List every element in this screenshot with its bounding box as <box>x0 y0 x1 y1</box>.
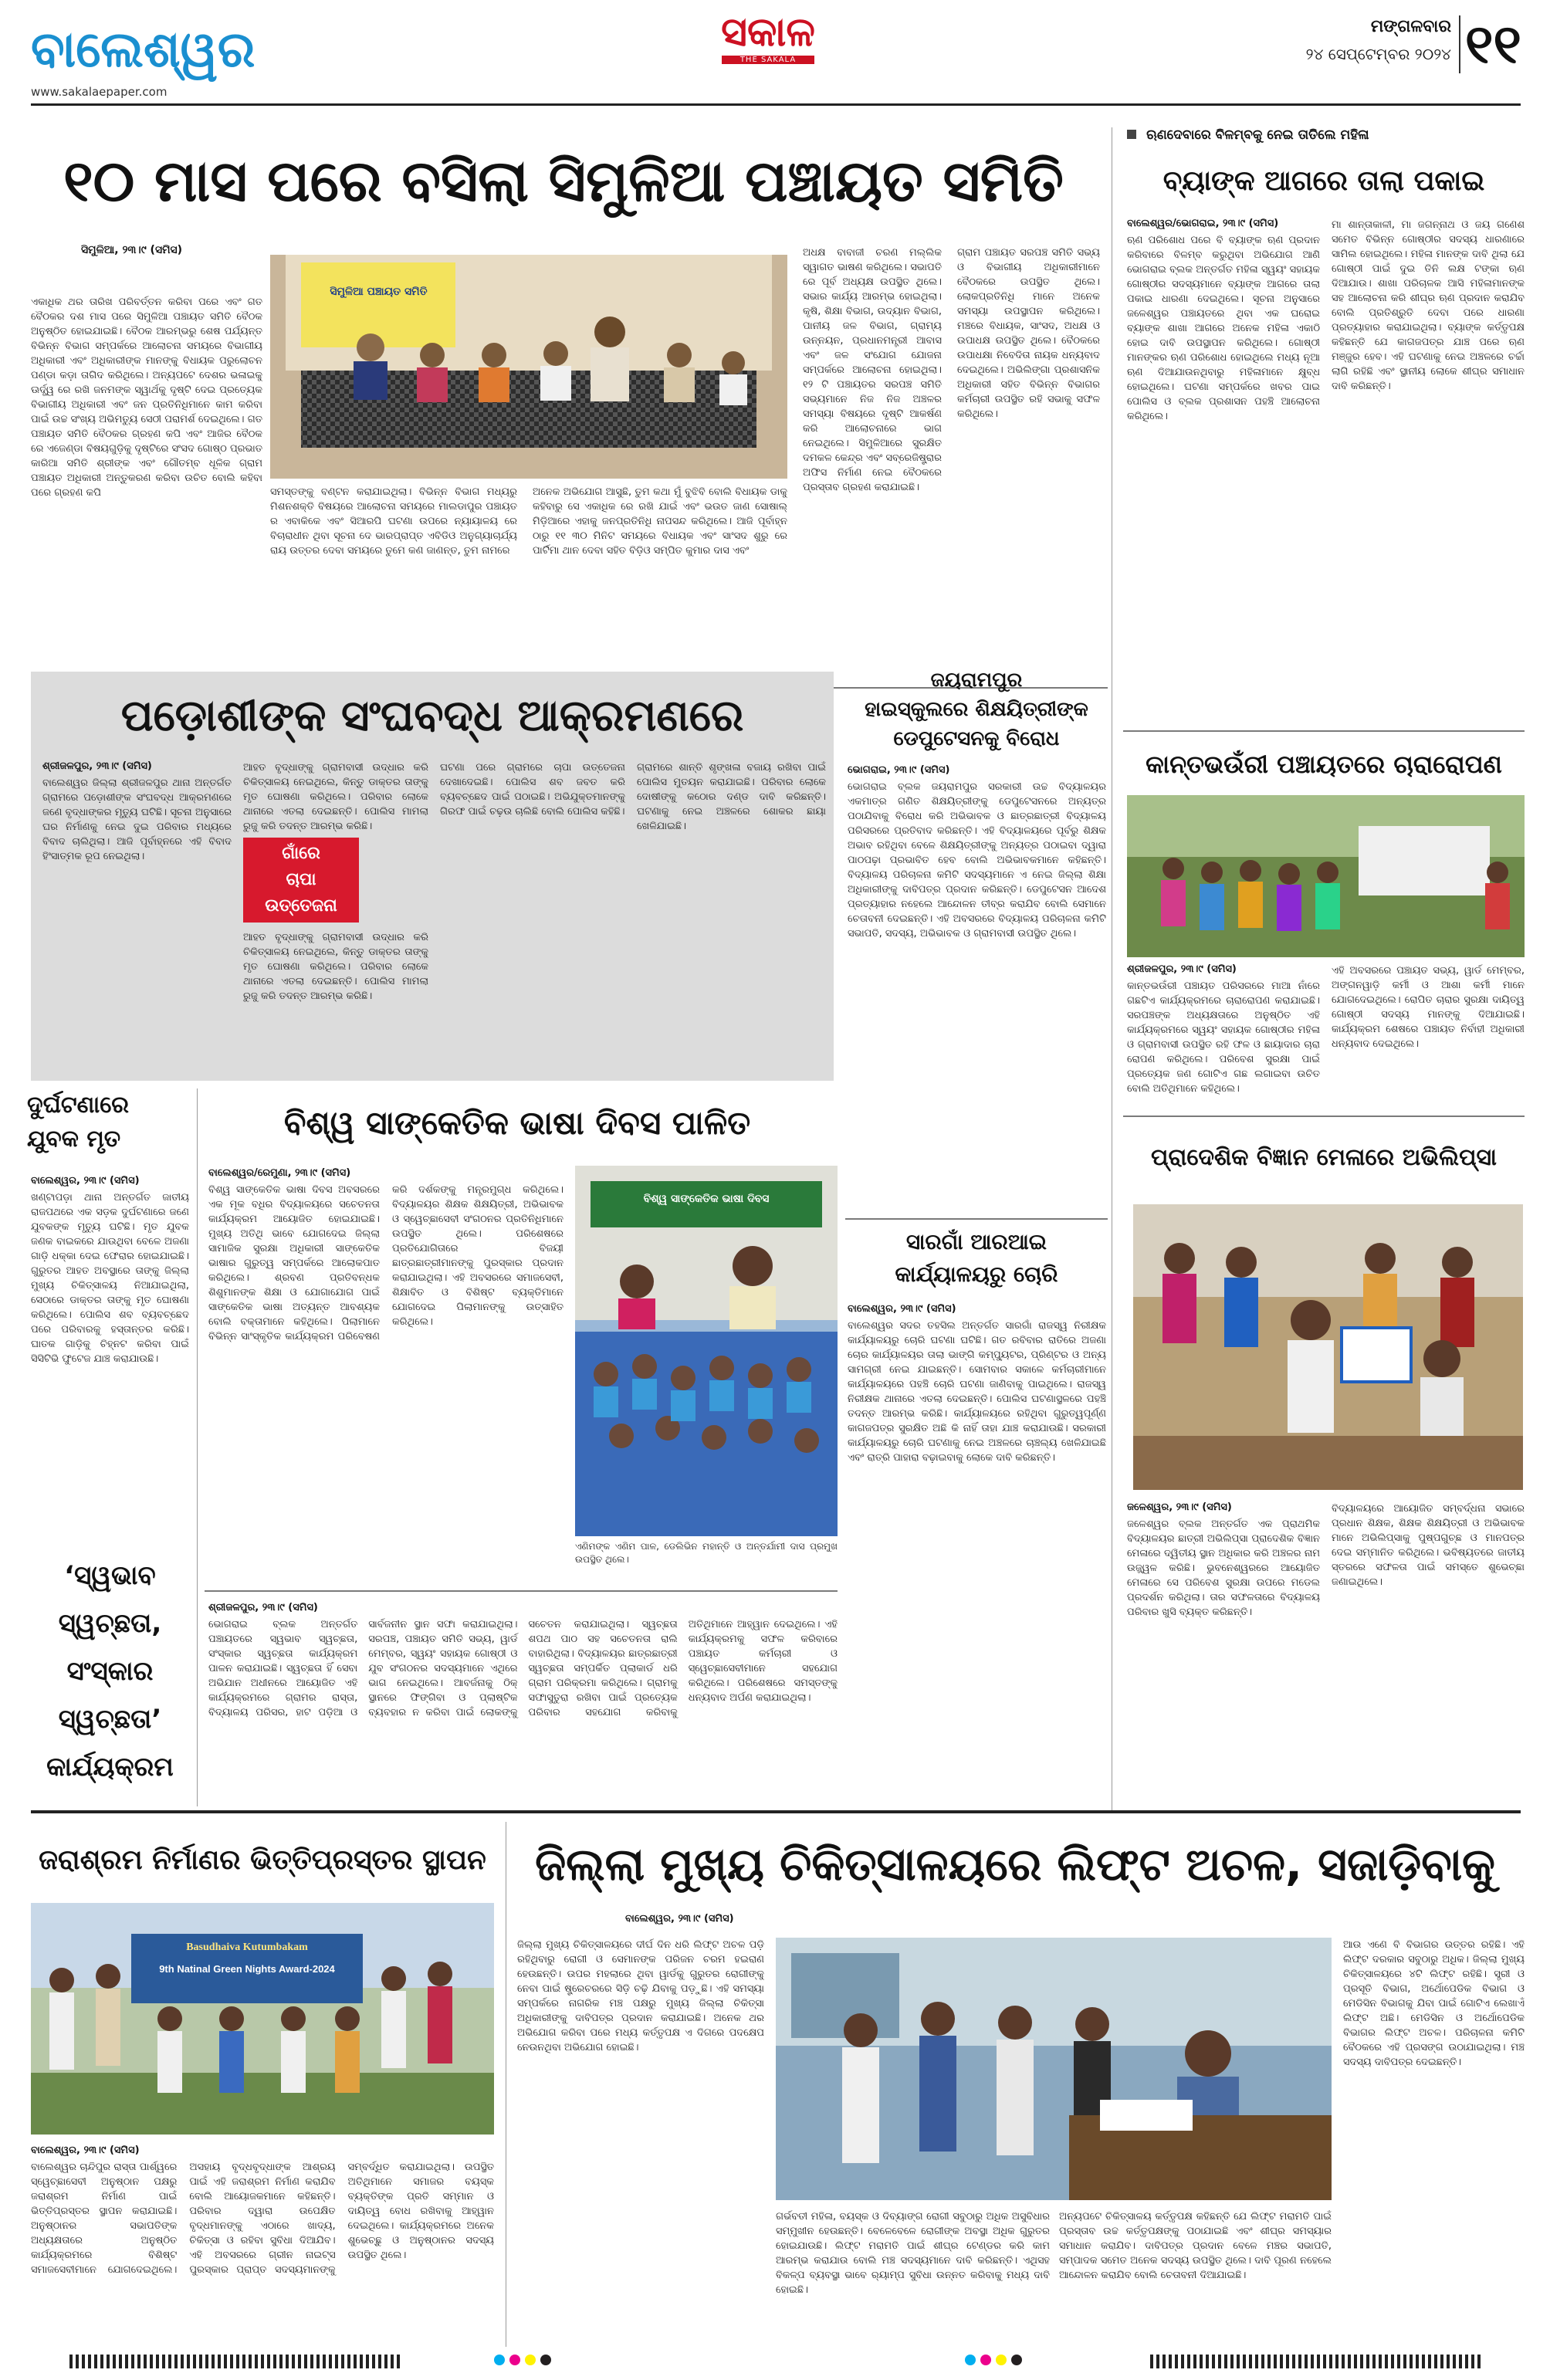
accident-headline-line-1: ଦୁର୍ଘଟଣାରେ <box>27 1092 129 1119</box>
story1-photo <box>270 255 787 479</box>
sign-photo-banner: ବିଶ୍ୱ ସାଙ୍କେତିକ ଭାଷା ଦିବସ <box>643 1193 770 1205</box>
lift-byline: ବାଲେଶ୍ୱର, ୨୩।୯ (ସମିସ) <box>625 1913 734 1925</box>
accident-headline-line-2: ଯୁବକ ମୃତ <box>27 1126 121 1153</box>
highlight-line-1: ଗାଁରେ <box>282 844 320 863</box>
elderly-column-1: ବାଲେଶ୍ୱର ଜିଲ୍ଲା ଶ୍ରୀଜଳପୁର ଥାନା ଅନ୍ତର୍ଗତ ଗ୍ରାମରେ ପଡ଼ୋଶୀଙ୍କ ସଂଘବଦ୍ଧ ଆକ୍ରମଣରେ ଜଣେ ବୃଦ୍ଧାଙ୍କର ମୃତ୍ୟୁ ଘଟିଛି। ସୂଚନା ଅନୁସାରେ ଘର ନିର୍ମାଣକୁ ନେଇ ଦୁଇ ପରିବାର ମଧ୍ୟରେ ବିବାଦ ଚାଲିଥିଲା। ଆଜି ପୂର୍ବାହ୍ନରେ ଏହି ବିବାଦ ହିଂସାତ୍ମକ ରୂପ ନେଇଥିଲା। <box>42 777 232 862</box>
elderly-column-3: ଘଟଣା ପରେ ଗ୍ରାମରେ ଚାପା ଉତ୍ତେଜନା ଦେଖାଦେଇଛି। ପୋଲିସ ଶବ ଜବତ କରି ବ୍ୟବଚ୍ଛେଦ ପାଇଁ ପଠାଇଛି। ଅଭିଯୁକ୍ତମାନଙ୍କୁ ଗିରଫ ପାଇଁ ଚଢ଼ଉ ଚାଲିଛି ବୋଲି ପୋଲିସ କହିଛି। <box>440 762 625 818</box>
clean-headline-line-2: ସ୍ୱଚ୍ଛତା, <box>58 1608 162 1639</box>
registration-bar-left <box>69 2355 401 2368</box>
black-dot <box>540 2355 551 2365</box>
plant-headline: କାନ୍ତଭଉଁରୀ ପଞ୍ଚାୟତରେ ଚାରାରୋପଣ <box>1146 750 1502 779</box>
bank-column-2: ମା ଶାନ୍ତାକାଳୀ, ମା ଜଗନ୍ନାଥ ଓ ଜୟ ଗଣେଶ ସମେତ ବିଭିନ୍ନ ଗୋଷ୍ଠୀର ସଦସ୍ୟ ଧାରଣାରେ ସାମିଲ ହୋଇଥିଲେ। ମହିଳା ମାନଙ୍କ ଦାବି ଥିଲା ଯେ ଗୋଷ୍ଠୀ ପାଇଁ ଦୁଇ ତିନି ଲକ୍ଷ ଟଙ୍କା ଋଣ ଦିଆଯାଉ। ଶାଖା ପରିଚାଳକ ଆସି ମହିଳାମାନଙ୍କ ସହ ଆଲୋଚନା କରି ଶୀଘ୍ର ଋଣ ପ୍ରଦାନ କରାଯିବ ବୋଲି ପ୍ରତିଶ୍ରୁତି ଦେବା ପରେ ଧାରଣା ପ୍ରତ୍ୟାହାର କରାଯାଇଥିଲା। ବ୍ୟାଙ୍କ କର୍ତ୍ତୃପକ୍ଷ କହିଛନ୍ତି ଯେ କାଗଜପତ୍ର ଯାଞ୍ଚ ପରେ ଋଣ ମଞ୍ଜୁର ହେବ। ଏହି ଘଟଣାକୁ ନେଇ ଅଞ୍ଚଳରେ ଚର୍ଚ୍ଚା ଲାଗି ରହିଛି ଏବଂ ସ୍ଥାନୀୟ ଲୋକେ ଶୀଘ୍ର ସମାଧାନ ଦାବି କରିଛନ୍ତି। <box>1332 219 1525 392</box>
story1-headline: ୧୦ ମାସ ପରେ ବସିଲା ସିମୁଳିଆ ପଞ୍ଚାୟତ ସମିତି <box>63 148 1064 215</box>
story1-column-2: ସମସ୍ତଙ୍କୁ ବଣ୍ଟନ କରାଯାଇଥିଲା। ବିଭିନ୍ନ ବିଭାଗ ମଧ୍ୟରୁ ମିଶନଶକ୍ତି ବିଷୟରେ ଆଲୋଚନା ସମୟରେ ମାଲଡାପୁର ପଞ୍ଚାୟତ ର ଏବାକିକେ ଏବଂ ସିଆରପି ଘଟଣା ଉପରେ ନ୍ୟାୟାଳୟ ରେ ବିଚାରାଧୀନ ଥିବା ସୂଚନା ଦେ ଭାରପ୍ରାପ୍ତ ଏବିଡିଓ ଅନୁଗ୍ୟାଚାର୍ଯ୍ୟ ରାୟ ଉତ୍ତର ଦେବା ସମୟରେ ତୁମେ କଣ ଜାଣନ୍ତ, ତୁମ ନାମରେ <box>270 486 517 557</box>
lift-column-3: ଅନ୍ୟପଟେ ଚିକିତ୍ସାଳୟ କର୍ତ୍ତୃପକ୍ଷ କହିଛନ୍ତି ଯେ ଲିଫ୍ଟ ମରାମତି ପାଇଁ ପ୍ରସ୍ତାବ ଉଚ୍ଚ କର୍ତ୍ତୃପକ୍ଷଙ୍କୁ ପଠାଯାଇଛି ଏବଂ ଶୀଘ୍ର ସମସ୍ୟାର ସମାଧାନ କରାଯିବ। ଦାବିପତ୍ର ପ୍ରଦାନ ବେଳେ ମଞ୍ଚର ସଭାପତି, ସମ୍ପାଦକ ସମେତ ଅନେକ ସଦସ୍ୟ ଉପସ୍ଥିତ ଥିଲେ। ଦାବି ପୂରଣ ନହେଲେ ଆନ୍ଦୋଳନ କରାଯିବ ବୋଲି ଚେତାବନୀ ଦିଆଯାଇଛି। <box>1059 2211 1332 2281</box>
accident-byline: ବାଲେଶ୍ୱର, ୨୩।୯ (ସମିସ) <box>31 1175 140 1187</box>
clean-headline-line-1: ‘ସ୍ୱଭାବ <box>64 1560 156 1591</box>
section-rule <box>1123 730 1525 732</box>
oldage-photo <box>31 1903 494 2135</box>
plant-photo <box>1127 795 1525 957</box>
science-photo <box>1133 1204 1523 1490</box>
theft-byline: ବାଲେଶ୍ୱର, ୨୩।୯ (ସମିସ) <box>848 1303 956 1315</box>
lift-headline: ଜିଲ୍ଲା ମୁଖ୍ୟ ଚିକିତ୍ସାଳୟରେ ଲିଫ୍ଟ ଅଚଳ, ସଜାଡ଼ିବାକୁ <box>535 1838 1495 1891</box>
black-dot <box>1011 2355 1022 2365</box>
magenta-dot <box>980 2355 991 2365</box>
science-byline: ଜଳେଶ୍ୱର, ୨୩।୯ (ସମିସ) <box>1127 1501 1232 1513</box>
clean-headline-line-3: ସଂସ୍କାର <box>66 1656 154 1687</box>
section-rule <box>205 1590 838 1592</box>
bank-kicker <box>1127 127 1528 151</box>
highlight-line-2: ଚାପା <box>286 870 316 889</box>
science-headline: ପ୍ରାଦେଶିକ ବିଜ୍ଞାନ ମେଳାରେ ଅଭିଲିପ୍ସା <box>1151 1144 1497 1171</box>
elderly-column-4: ଗ୍ରାମରେ ଶାନ୍ତି ଶୃଙ୍ଖଳା ବଜାୟ ରଖିବା ପାଇଁ ପୋଲିସ ମୁତୟନ କରାଯାଇଛି। ପରିବାର ଲୋକେ ଦୋଷୀଙ୍କୁ କଠୋର ଦଣ୍ଡ ଦାବି କରିଛନ୍ତି। ଘଟଣାକୁ ନେଇ ଅଞ୍ଚଳରେ ଶୋକର ଛାୟା ଖେଳିଯାଇଛି। <box>637 762 826 832</box>
section-rule <box>845 1218 1108 1220</box>
issue-date: ୨୪ ସେପ୍ଟେମ୍ବର ୨୦୨୪ <box>1305 45 1451 63</box>
theft-headline-line-1: ସାରଗାଁ ଆରଆଇ <box>905 1229 1047 1254</box>
oldage-banner-line-2: 9th Natinal Green Nights Award-2024 <box>159 1963 335 1975</box>
kicker-square-icon <box>1127 130 1136 139</box>
bank-headline: ବ୍ୟାଙ୍କ ଆଗରେ ତାଲା ପକାଇ <box>1162 165 1485 197</box>
page-divider <box>1459 15 1460 73</box>
oldage-byline: ବାଲେଶ୍ୱର, ୨୩।୯ (ସମିସ) <box>31 2145 140 2156</box>
clean-headline <box>27 1552 193 1799</box>
plant-byline: ଶ୍ରୀଜଳପୁର, ୨୩।୯ (ସମିସ) <box>1127 963 1237 975</box>
story1-column-3: ଅନେକ ଅଭିଯୋଗ ଆସୁଛି, ତୁମ କଥା ମୁଁ ବୁଝିବି ବୋଲି ବିଧାୟକ ଡାକୁ କହିବାରୁ ସେ ଏକାଧିକ ରେ ରଖି ଯାଇଁ ଏବଂ ଭଉତ ଜାଣ ସୋଷାଲ୍‌ ମିଡ଼ିଆରେ ଏହାକୁ ଜନପ୍ରତିନିଧି ନାପସନ୍ଦ କରିଥିଲେ। ଆଜି ପୂର୍ବାହ୍ନ ଠାରୁ ୧୧ ୩୦ ମିନିଟ ସମୟରେ ବିଧାୟକ ଏବଂ ସାଂସଦ ଶୁରୁ ରେ ପାର୍ଟିମା ଥାନ ଦେବା ସହିତ ବିଡ଼ିଓ ସମ୍ପିତ କୁମାର ଦାସ ଏବଂ <box>533 486 787 557</box>
story1-column-1: ଏକାଧିକ ଥର ତାରିଖ ପରିବର୍ତ୍ତନ କରିବା ପରେ ଏବଂ ଗତ ବୈଠକର ଦଶ ମାସ ପରେ ସିମୁଳିଆ ପଞ୍ଚାୟତ ସମିତି ବୈଠକ ଅନୁଷ୍ଠିତ ହୋଇଯାଇଛି। ବୈଠକ ଆରମ୍ଭରୁ ଶେଷ ପର୍ଯ୍ୟନ୍ତ ବିଭିନ୍ନ ବିଭାଗ ସମ୍ପର୍କରେ ଆଲୋଚନା ସମୟରେ ବିଭାଗୀୟ ଅଧିକାରୀ ଏବଂ ଅଧିକାରୀଙ୍କ ମାନଙ୍କୁ ବିଧାୟକ ପରୁଲୋଚନ ପଣ୍ଡା କଡ଼ା ତାଗିଦ କରିଥିଲେ। ଅନ୍ୟପଟେ ଦେଶର ଭଳାଇକୁ ଊର୍ଦ୍ଧ୍ୱ ରେ ରଖି ଜନମଙ୍କ ସ୍ୱାର୍ଥକୁ ଦୃଷ୍ଟି ଦେଇ ପ୍ରତ୍ୟେକ ବିଭାଗୀୟ ଅଧିକାରୀ ଏବଂ ଜନ ପ୍ରତିନିଧିମାନେ କାମ କରିବା ପାଇଁ ଉଚ୍ଚ ସଂଖ୍ୟ ଅଭିମତ୍ୟୁ ସେଠୀ ପରାମର୍ଶ ଦେଇଥିଲେ। ଗତ ପଞ୍ଚାୟତ ସମିତି ବୈଠକର ଗ୍ରହଣ କପି ଏବଂ ଆଜିର ବୈଠକ ରେ ଏଜେଣ୍ଡା ବିଷୟଗୁଡ଼ିକୁ ଦୃଷ୍ଟିରେ ସଂସଦ ଗୋଷ୍ଠ ପ୍ରଭାତ କାରିଆ ସମିତି ଶ୍ରୀଙ୍କ ଏବଂ ଗୌତମ୍ବ ଧୂଳିକ ଗ୍ରାମ ପଞ୍ଚାୟତ ଅଧିକାରୀ ଅନ୍ତୁକରଣ କରିବା ଉଚିତ ବୋଲି କହିବା ପରେ ଗ୍ରହଣ କପି <box>31 296 262 499</box>
section-title: ବାଲେଶ୍ୱର <box>31 22 256 79</box>
paper-tagline: THE SAKALA <box>722 56 814 64</box>
grey-scale-strip <box>1150 2355 1482 2368</box>
weekday: ମଙ୍ଗଳବାର <box>1370 17 1451 36</box>
plant-column-1: କାନ୍ତଭଉଁରୀ ପଞ୍ଚାୟତ ପରିସରରେ ମାଆ ନାଁରେ ଗଛଟିଏ କାର୍ଯ୍ୟକ୍ରମରେ ଚାରାରୋପଣ କରାଯାଇଛି। ସରପଞ୍ଚଙ୍କ ଅଧ୍ୟକ୍ଷତାରେ ଅନୁଷ୍ଠିତ ଏହି କାର୍ଯ୍ୟକ୍ରମରେ ସ୍ୱୟଂ ସହାୟକ ଗୋଷ୍ଠୀର ମହିଳା ଓ ଗ୍ରାମବାସୀ ଉପସ୍ଥିତ ରହି ଫଳ ଓ ଛାୟାଦାର ଚାରା ରୋପଣ କରିଥିଲେ। ପରିବେଶ ସୁରକ୍ଷା ପାଇଁ ପ୍ରତ୍ୟେକ ଜଣ ଗୋଟିଏ ଗଛ ଲଗାଇବା ଉଚିତ ବୋଲି ଅତିଥିମାନେ କହିଥିଲେ। <box>1127 980 1320 1095</box>
sign-language-photo-image <box>575 1166 838 1536</box>
registration-bar-right <box>1150 2355 1482 2368</box>
masthead-rule <box>31 103 1521 106</box>
science-column-1: ଜଳେଶ୍ୱର ବ୍ଲକ ଅନ୍ତର୍ଗତ ଏକ ପ୍ରାଥମିକ ବିଦ୍ୟାଳୟର ଛାତ୍ରୀ ଅଭିଲିପ୍ସା ପ୍ରାଦେଶିକ ବିଜ୍ଞାନ ମେଳାରେ ଦ୍ୱିତୀୟ ସ୍ଥାନ ଅଧିକାର କରି ଅଞ୍ଚଳର ନାମ ଉଜ୍ଜ୍ୱଳ କରିଛି। ଭୁବନେଶ୍ୱରରେ ଆୟୋଜିତ ମେଳାରେ ସେ ପରିବେଶ ସୁରକ୍ଷା ଉପରେ ମଡେଲ ପ୍ରଦର୍ଶନ କରିଥିଲା। ତାର ସଫଳତାରେ ବିଦ୍ୟାଳୟ ପରିବାର ଖୁସି ବ୍ୟକ୍ତ କରିଛନ୍ତି। <box>1127 1518 1320 1618</box>
school-body: ଭୋଗରାଇ ବ୍ଲକ ଜୟରାମପୁର ସରକାରୀ ଉଚ୍ଚ ବିଦ୍ୟାଳୟର ଏକମାତ୍ର ଗଣିତ ଶିକ୍ଷୟିତ୍ରୀଙ୍କୁ ଡେପୁଟେସନରେ ଅନ୍ୟତ୍ର ପଠାଯିବାକୁ ବିରୋଧ କରି ଅଭିଭାବକ ଓ ଛାତ୍ରଛାତ୍ରୀ ବିଦ୍ୟାଳୟ ପରିସରରେ ପ୍ରତିବାଦ କରିଛନ୍ତି। ଏହି ବିଦ୍ୟାଳୟରେ ପୂର୍ବରୁ ଶିକ୍ଷକ ଅଭାବ ରହିଥିବା ବେଳେ ଶିକ୍ଷୟିତ୍ରୀଙ୍କୁ ଅନ୍ୟତ୍ର ପଠାଇବା ଦ୍ୱାରା ପାଠପଢ଼ା ପ୍ରଭାବିତ ହେବ ବୋଲି ଅଭିଭାବକମାନେ କହିଛନ୍ତି। ବିଦ୍ୟାଳୟ ପରିଚାଳନା କମିଟି ସଦସ୍ୟମାନେ ଏ ନେଇ ଜିଲ୍ଲା ଶିକ୍ଷା ଅଧିକାରୀଙ୍କୁ ଦାବିପତ୍ର ପ୍ରଦାନ କରିଛନ୍ତି। ଡେପୁଟେସନ ଆଦେଶ ପ୍ରତ୍ୟାହାର ନହେଲେ ଆନ୍ଦୋଳନ ତୀବ୍ର କରାଯିବ ବୋଲି ସେମାନେ ଚେତାବନୀ ଦେଇଛନ୍ତି। ଏହି ଅବସରରେ ବିଦ୍ୟାଳୟ ପରିଚାଳନା କମିଟି ସଭାପତି, ସଦସ୍ୟ, ଅଭିଭାବକ ଓ ଗ୍ରାମବାସୀ ଉପସ୍ଥିତ ଥିଲେ। <box>848 781 1106 939</box>
clean-headline-line-4: ସ୍ୱଚ୍ଛତା’ <box>58 1704 162 1735</box>
accident-body: ଖଣ୍ଟାପଡ଼ା ଥାନା ଅନ୍ତର୍ଗତ ଜାତୀୟ ରାଜପଥରେ ଏକ ସଡ଼କ ଦୁର୍ଘଟଣାରେ ଜଣେ ଯୁବକଙ୍କ ମୃତ୍ୟୁ ଘଟିଛି। ମୃତ ଯୁବକ ଜଣକ ବାଇକରେ ଯାଉଥିବା ବେଳେ ଅଜଣା ଗାଡ଼ି ଧକ୍କା ଦେଇ ଫେରାର ହୋଇଯାଇଛି। ଗୁରୁତର ଆହତ ଅବସ୍ଥାରେ ତାଙ୍କୁ ଜିଲ୍ଲା ମୁଖ୍ୟ ଚିକିତ୍ସାଳୟ ନିଆଯାଇଥିଲା, ସେଠାରେ ଡାକ୍ତର ତାଙ୍କୁ ମୃତ ଘୋଷଣା କରିଥିଲେ। ପୋଲିସ ଶବ ବ୍ୟବଚ୍ଛେଦ ପରେ ପରିବାରକୁ ହସ୍ତାନ୍ତର କରିଛି। ଘାତକ ଗାଡ଼ିକୁ ଚିହ୍ନଟ କରିବା ପାଇଁ ସିସିଟିଭି ଫୁଟେଜ ଯାଞ୍ଚ କରାଯାଉଛି। <box>31 1192 189 1365</box>
lift-column-4: ଆଉ ଏଣେ ବି ବିଭାଗର ଉତ୍ତର ରହିଛି। ଏହି ଲିଫ୍ଟ ଦରକାର ସବୁଠାରୁ ଅଧିକ। ଜିଲ୍ଲା ମୁଖ୍ୟ ଚିକିତ୍ସାଳୟରେ ୪ଟି ଲିଫ୍ଟ ରହିଛି। ସ୍ତ୍ରୀ ଓ ପ୍ରସୂତି ବିଭାଗ, ଅର୍ଥୋପେଡିକ ବିଭାଗ ଓ ମେଡିସିନ ବିଭାଗକୁ ଯିବା ପାଇଁ ଗୋଟିଏ ଲେଖାଏଁ ଲିଫ୍ଟ ଅଛି। ମେଡିସିନ ଓ ଅର୍ଥୋପେଡିକ ବିଭାଗର ଲିଫ୍ଟ ଅଚଳ। ପରିଚାଳନା କମିଟି ବୈଠକରେ ଏହି ପ୍ରସଙ୍ଗ ଉଠାଯାଇଥିଲା। ମଞ୍ଚ ସଦସ୍ୟ ଦାବିପତ୍ର ଦେଇଛନ୍ତି। <box>1343 1939 1525 2068</box>
magenta-dot <box>509 2355 520 2365</box>
column-divider <box>197 1088 198 1806</box>
story1-column-5: ଗ୍ରାମ ପଞ୍ଚାୟତ ସରପଞ୍ଚ ସମିତି ସଭ୍ୟ ଓ ବିଭାଗୀୟ ଅଧିକାରୀମାନେ ବୈଠକରେ ଉପସ୍ଥିତ ଥିଲେ। ଲୋକପ୍ରତିନିଧି ମାନେ ଅନେକ ସମସ୍ୟା ଉପସ୍ଥାପନ କରିଥିଲେ। ମଞ୍ଚରେ ବିଧାୟକ, ସାଂସଦ, ଅଧକ୍ଷ ଓ ଉପାଧକ୍ଷ ଉପସ୍ଥିତ ଥିଲେ। ବୈଠକରେ ଉପାଧକ୍ଷା ନିବେଦିତା ନାୟକ ଧନ୍ୟବାଦ ଦେଇଥିଲେ। ଅଭିଲିଙ୍ଗା ପ୍ରଶାସନିକ ଅଧିକାରୀ ସହିତ ବିଭିନ୍ନ ବିଭାଗର କର୍ମଚାରୀ ଉପସ୍ଥିତ ରହି ସଭାକୁ ସଫଳ କରିଥିଲେ। <box>957 247 1100 420</box>
website-link[interactable]: www.sakalaepaper.com <box>31 85 168 99</box>
oldage-headline: ଜରାଶ୍ରମ ନିର୍ମାଣର ଭିତ୍ତିପ୍ରସ୍ତର ସ୍ଥାପନ <box>39 1844 486 1876</box>
science-fair-photo-image <box>1133 1204 1523 1490</box>
bank-column-1: ଋଣ ପରିଶୋଧ ପରେ ବି ବ୍ୟାଙ୍କ ଋଣ ପ୍ରଦାନ କରିବାରେ ବିଳମ୍ବ କରୁଥିବା ଅଭିଯୋଗ ଆଣି ଭୋଗରାଇ ବ୍ଲକ ଅନ୍ତର୍ଗତ ମହିଳା ସ୍ୱୟଂ ସହାୟକ ଗୋଷ୍ଠୀର ସଦସ୍ୟମାନେ ବ୍ୟାଙ୍କ ଆଗରେ ତାଲା ପକାଇ ଧାରଣା ଦେଇଥିଲେ। ସୂଚନା ଅନୁସାରେ ଜଳେଶ୍ୱର ପଞ୍ଚାୟତରେ ଥିବା ଏକ ଘରୋଇ ବ୍ୟାଙ୍କ ଶାଖା ଆଗରେ ଅନେକ ମହିଳା ଏକାଠି ହୋଇ ଦାବି ଉପସ୍ଥାପନ କରିଥିଲେ। ଗୋଷ୍ଠୀ ମାନଙ୍କର ଋଣ ପରିଶୋଧ ହୋଇଥିଲେ ମଧ୍ୟ ନୂଆ ଋଣ ଦିଆଯାଉନଥିବାରୁ ମହିଳାମାନେ କ୍ଷୁବ୍ଧ ହୋଇଥିଲେ। ଘଟଣା ସମ୍ପର୍କରେ ଖବର ପାଇ ପୋଲିସ ଓ ବ୍ଲକ ପ୍ରଶାସନ ପହଞ୍ଚି ଆଲୋଚନା କରିଥିଲେ। <box>1127 235 1320 422</box>
clean-byline: ଶ୍ରୀଜଳପୁର, ୨୩।୯ (ସମିସ) <box>208 1602 318 1613</box>
elderly-byline: ଶ୍ରୀଜଳପୁର, ୨୩।୯ (ସମିସ) <box>42 760 152 772</box>
bank-kicker-text: ଋଣଦେବାରେ ବିଳମ୍ବକୁ ନେଇ ତାତିଲେ ମହିଳା <box>1146 127 1369 143</box>
theft-body: ବାଲେଶ୍ୱର ସଦର ତହସିଲ ଅନ୍ତର୍ଗତ ସାରଗାଁ ରାଜସ୍ୱ ନିରୀକ୍ଷକ କାର୍ଯ୍ୟାଳୟରୁ ଚୋରି ଘଟଣା ଘଟିଛି। ଗତ ରବିବାର ରାତିରେ ଅଜଣା ଚୋର କାର୍ଯ୍ୟାଳୟର ତାଲା ଭାଙ୍ଗି କମ୍ପ୍ୟୁଟର, ପ୍ରିଣ୍ଟର ଓ ଅନ୍ୟ ସାମଗ୍ରୀ ନେଇ ଯାଇଛନ୍ତି। ସୋମବାର ସକାଳେ କର୍ମଚାରୀମାନେ କାର୍ଯ୍ୟାଳୟରେ ପହଞ୍ଚି ଚୋରି ଘଟଣା ଜାଣିବାକୁ ପାଇଥିଲେ। ରାଜସ୍ୱ ନିରୀକ୍ଷକ ଥାନାରେ ଏତଲା ଦେଇଛନ୍ତି। ପୋଲିସ ଘଟଣାସ୍ଥଳରେ ପହଞ୍ଚି ତଦନ୍ତ ଆରମ୍ଭ କରିଛି। କାର୍ଯ୍ୟାଳୟରେ ରହିଥିବା ଗୁରୁତ୍ୱପୂର୍ଣ୍ଣ କାଗଜପତ୍ର ସୁରକ୍ଷିତ ଅଛି କି ନାହିଁ ତାହା ଯାଞ୍ଚ କରାଯାଉଛି। ସରକାରୀ କାର୍ଯ୍ୟାଳୟରୁ ଚୋରି ଘଟଣାକୁ ନେଇ ଅଞ୍ଚଳରେ ଚାଞ୍ଚଲ୍ୟ ଖେଳିଯାଇଛି ଏବଂ ରାତ୍ରି ପାହାରା ବଢ଼ାଇବାକୁ ଲୋକେ ଦାବି କରିଛନ୍ତି। <box>848 1320 1106 1464</box>
school-headline-line-2: ହାଇସ୍କୁଲରେ ଶିକ୍ଷୟିତ୍ରୀଙ୍କ <box>865 698 1088 721</box>
page-number: ୧୧ <box>1465 12 1521 76</box>
sign-headline: ବିଶ୍ୱ ସାଙ୍କେତିକ ଭାଷା ଦିବସ ପାଳିତ <box>283 1104 751 1142</box>
highlight-line-3: ଉତ୍ତେଜନା <box>265 896 337 916</box>
theft-headline <box>845 1226 1108 1295</box>
oldage-banner-line-1: Basudhaiva Kutumbakam <box>186 1942 308 1953</box>
yellow-dot <box>525 2355 536 2365</box>
school-headline-line-1: ଜୟରାମପୁର <box>930 669 1023 692</box>
bottom-section-rule <box>31 1810 1521 1813</box>
bank-byline: ବାଲେଶ୍ୱର/ଭୋଗରାଇ, ୨୩।୯ (ସମିସ) <box>1127 218 1279 229</box>
lift-column-1: ଜିଲ୍ଲା ମୁଖ୍ୟ ଚିକିତ୍ସାଳୟରେ ଦୀର୍ଘ ଦିନ ଧରି ଲିଫ୍ଟ ଅଚଳ ପଡ଼ି ରହିଥିବାରୁ ରୋଗୀ ଓ ସେମାନଙ୍କ ପରିଜନ ଚରମ ହଇରାଣ ହେଉଛନ୍ତି। ଉପର ମହଲାରେ ଥିବା ୱାର୍ଡକୁ ଗୁରୁତର ରୋଗୀଙ୍କୁ ନେବା ପାଇଁ ଷ୍ଟ୍ରେଚରରେ ସିଡ଼ି ଚଢ଼ି ଯିବାକୁ ପଡ଼ୁଛି। ଏହି ସମସ୍ୟା ସମ୍ପର୍କରେ ନାଗରିକ ମଞ୍ଚ ପକ୍ଷରୁ ମୁଖ୍ୟ ଜିଲ୍ଲା ଚିକିତ୍ସା ଅଧିକାରୀଙ୍କୁ ଦାବିପତ୍ର ପ୍ରଦାନ କରାଯାଇଛି। ଅନେକ ଥର ଅଭିଯୋଗ କରିବା ପରେ ମଧ୍ୟ କର୍ତ୍ତୃପକ୍ଷ ଏ ଦିଗରେ ପଦକ୍ଷେପ ନେଉନଥିବା ଅଭିଯୋଗ ହୋଇଛି। <box>517 1939 764 2053</box>
plant-column-2: ଏହି ଅବସରରେ ପଞ୍ଚାୟତ ସଭ୍ୟ, ୱାର୍ଡ ମେମ୍ବର, ଅଙ୍ଗନୱାଡ଼ି କର୍ମୀ ଓ ଆଶା କର୍ମୀ ମାନେ ଯୋଗଦେଇଥିଲେ। ରୋପିତ ଚାରାର ସୁରକ୍ଷା ଦାୟିତ୍ୱ ଗୋଷ୍ଠୀ ସଦସ୍ୟ ମାନଙ୍କୁ ଦିଆଯାଇଛି। କାର୍ଯ୍ୟକ୍ରମ ଶେଷରେ ପଞ୍ଚାୟତ ନିର୍ବାହୀ ଅଧିକାରୀ ଧନ୍ୟବାଦ ଦେଇଥିଲେ। <box>1332 965 1525 1050</box>
sign-photo-caption: ଏଣିମଙ୍କ ଏଣିମ ପାଳ, ଡେଲିଭିନ ମହାନ୍ତି ଓ ଅନ୍ତର୍ଯାମୀ ଦାସ ପ୍ରମୁଖ ଉପସ୍ଥିତ ଥିଲେ। <box>575 1541 838 1565</box>
science-column-2: ବିଦ୍ୟାଳୟରେ ଆୟୋଜିତ ସମ୍ବର୍ଦ୍ଧନା ସଭାରେ ପ୍ରଧାନ ଶିକ୍ଷକ, ଶିକ୍ଷକ ଶିକ୍ଷୟିତ୍ରୀ ଓ ଅଭିଭାବକ ମାନେ ଅଭିଲିପ୍ସାକୁ ପୁଷ୍ପଗୁଚ୍ଛ ଓ ମାନପତ୍ର ଦେଇ ସମ୍ମାନିତ କରିଥିଲେ। ଭବିଷ୍ୟତରେ ଜାତୀୟ ସ୍ତରରେ ସଫଳତା ପାଇଁ ସମସ୍ତେ ଶୁଭେଚ୍ଛା ଜଣାଇଥିଲେ। <box>1332 1503 1525 1588</box>
section-rule <box>1123 1116 1525 1117</box>
theft-headline-line-2: କାର୍ଯ୍ୟାଳୟରୁ ଚୋରି <box>895 1261 1058 1287</box>
story1-byline: ସିମୁଳିଆ, ୨୩।୯ (ସମିସ) <box>81 244 183 256</box>
story1-column-4: ଅଧକ୍ଷ ବାବାଜୀ ଚରଣ ମଲ୍ଲିକ ସ୍ୱାଗତ ଭାଷଣ କରିଥିଲେ। ସଭାପତି ରେ ପୂର୍ବ ଅଧ୍ୟକ୍ଷ ଉପସ୍ଥିତ ଥିଲେ। ସଭାର କାର୍ଯ୍ୟ ଆରମ୍ଭ ହୋଇଥିଲା। କୃଷି, ଶିକ୍ଷା ବିଭାଗ, ଉଦ୍ୟାନ ବିଭାଗ, ପାନୀୟ ଜଳ ବିଭାଗ, ଗ୍ରାମ୍ୟ ଉନ୍ନୟନ, ପ୍ରଧାନମନ୍ତ୍ରୀ ଆବାସ ଏବଂ ଜଳ ସଂଯୋଗ ଯୋଜନା ସମ୍ପର୍କରେ ଆଲୋଚନା ହୋଇଥିଲା। ୧୨ ଟି ପଞ୍ଚାୟତର ସରପଞ୍ଚ ସମିତି ସଭ୍ୟମାନେ ନିଜ ନିଜ ଅଞ୍ଚଳର ସମସ୍ୟା ବିଷୟରେ ଦୃଷ୍ଟି ଆକର୍ଷଣ କରି ଆଲୋଚନାରେ ଭାଗ ନେଇଥିଲେ। ସିମୁଳିଆରେ ସୁରକ୍ଷିତ ଦମକଳ କେନ୍ଦ୍ର ଏବଂ ସବ୍‌ରେଜିଷ୍ଟ୍ରାର ଅଫିସ ନିର୍ମାଣ ନେଇ ବୈଠକରେ ପ୍ରସ୍ତାବ ଗ୍ରହଣ କରାଯାଇଛି। <box>803 247 942 493</box>
registration-colors-left <box>494 2355 587 2368</box>
story1-photo-banner: ସିମୁଳିଆ ପଞ୍ଚାୟତ ସମିତି <box>330 286 428 298</box>
masthead <box>0 0 1550 108</box>
grey-scale-strip <box>69 2355 401 2368</box>
plantation-photo-image <box>1127 795 1525 957</box>
school-headline-line-3: ଡେପୁଟେସନକୁ ବିରୋଧ <box>893 727 1060 750</box>
cyan-dot <box>965 2355 976 2365</box>
sign-byline: ବାଲେଶ୍ୱର/ରେମୁଣା, ୨୩।୯ (ସମିସ) <box>208 1167 351 1179</box>
elderly-column-2b: ଆହତ ବୃଦ୍ଧାଙ୍କୁ ଗ୍ରାମବାସୀ ଉଦ୍ଧାର କରି ଚିକିତ୍ସାଳୟ ନେଇଥିଲେ, କିନ୍ତୁ ଡାକ୍ତର ତାଙ୍କୁ ମୃତ ଘୋଷଣା କରିଥିଲେ। ପରିବାର ଲୋକେ ଥାନାରେ ଏତଲା ଦେଇଛନ୍ତି। ପୋଲିସ ମାମଲା ରୁଜୁ କରି ତଦନ୍ତ ଆରମ୍ଭ କରିଛି। <box>243 932 428 1002</box>
school-headline <box>845 665 1108 758</box>
paper-logo <box>687 9 849 71</box>
sign-photo <box>575 1166 838 1536</box>
lift-photo <box>776 1938 1332 2200</box>
elderly-highlight-box <box>243 838 359 923</box>
school-byline: ଭୋଗରାଇ, ୨୩।୯ (ସମିସ) <box>848 764 950 776</box>
sign-body: ବିଶ୍ୱ ସାଙ୍କେତିକ ଭାଷା ଦିବସ ଅବସରରେ ଏକ ମୂକ ବଧିର ବିଦ୍ୟାଳୟରେ ସଚେତନତା କାର୍ଯ୍ୟକ୍ରମ ଆୟୋଜିତ ହୋଇଯାଇଛି। ମୁଖ୍ୟ ଅତିଥି ଭାବେ ଯୋଗଦେଇ ଜିଲ୍ଲା ସାମାଜିକ ସୁରକ୍ଷା ଅଧିକାରୀ ସାଙ୍କେତିକ ଭାଷାର ଗୁରୁତ୍ୱ ସମ୍ପର୍କରେ ଆଲୋକପାତ କରିଥିଲେ। ଶ୍ରବଣ ପ୍ରତିବନ୍ଧକ ଶିଶୁମାନଙ୍କ ଶିକ୍ଷା ଓ ଯୋଗାଯୋଗ ପାଇଁ ସାଙ୍କେତିକ ଭାଷା ଅତ୍ୟନ୍ତ ଆବଶ୍ୟକ ବୋଲି ବକ୍ତାମାନେ କହିଥିଲେ। ପିଲାମାନେ ବିଭିନ୍ନ ସାଂସ୍କୃତିକ କାର୍ଯ୍ୟକ୍ରମ ପରିବେଷଣ କରି ଦର୍ଶକଙ୍କୁ ମନ୍ତ୍ରମୁଗ୍ଧ କରିଥିଲେ। ବିଦ୍ୟାଳୟର ଶିକ୍ଷକ ଶିକ୍ଷୟିତ୍ରୀ, ଅଭିଭାବକ ଓ ସ୍ୱେଚ୍ଛାସେବୀ ସଂଗଠନର ପ୍ରତିନିଧିମାନେ ଉପସ୍ଥିତ ଥିଲେ। ପରିଶେଷରେ ପ୍ରତିଯୋଗିତାରେ ବିଜୟୀ ଛାତ୍ରଛାତ୍ରୀମାନଙ୍କୁ ପୁରସ୍କାର ପ୍ରଦାନ କରାଯାଇଥିଲା। ଏହି ଅବସରରେ ସମାଜସେବୀ, ଶିକ୍ଷାବିତ ଓ ବିଶିଷ୍ଟ ବ୍ୟକ୍ତିମାନେ ଯୋଗଦେଇ ପିଲାମାନଙ୍କୁ ଉତ୍ସାହିତ କରିଥିଲେ। <box>208 1184 563 1342</box>
oldage-body: ବାଲେଶ୍ୱର ଚାନ୍ଦିପୁର ରାସ୍ତା ପାର୍ଶ୍ୱରେ ସ୍ୱେଚ୍ଛାସେବୀ ଅନୁଷ୍ଠାନ ପକ୍ଷରୁ ଜରାଶ୍ରମ ନିର୍ମାଣ ପାଇଁ ଭିତ୍ତିପ୍ରସ୍ତର ସ୍ଥାପନ କରାଯାଇଛି। ଅନୁଷ୍ଠାନର ସଭାପତିଙ୍କ ଅଧ୍ୟକ୍ଷତାରେ ଅନୁଷ୍ଠିତ କାର୍ଯ୍ୟକ୍ରମରେ ବିଶିଷ୍ଟ ସମାଜସେବୀମାନେ ଯୋଗଦେଇଥିଲେ। ଅସହାୟ ବୃଦ୍ଧବୃଦ୍ଧାଙ୍କ ଆଶ୍ରୟ ପାଇଁ ଏହି ଜରାଶ୍ରମ ନିର୍ମାଣ କରାଯିବ ବୋଲି ଆୟୋଜକମାନେ କହିଛନ୍ତି। ପରିବାର ଦ୍ୱାରା ଉପେକ୍ଷିତ ବୃଦ୍ଧମାନଙ୍କୁ ଏଠାରେ ଖାଦ୍ୟ, ଚିକିତ୍ସା ଓ ରହିବା ସୁବିଧା ଦିଆଯିବ। ଏହି ଅବସରରେ ଗ୍ରୀନ ନାଇଟ୍‌ସ ପୁରସ୍କାର ପ୍ରାପ୍ତ ସଦସ୍ୟମାନଙ୍କୁ ସମ୍ବର୍ଦ୍ଧିତ କରାଯାଇଥିଲା। ଉପସ୍ଥିତ ଅତିଥିମାନେ ସମାଜର ବୟସ୍କ ବ୍ୟକ୍ତିଙ୍କ ପ୍ରତି ସମ୍ମାନ ଓ ଦାୟିତ୍ୱ ବୋଧ ରଖିବାକୁ ଆହ୍ୱାନ ଦେଇଥିଲେ। କାର୍ଯ୍ୟକ୍ରମରେ ଅନେକ ଶୁଭେଚ୍ଛୁ ଓ ଅନୁଷ୍ଠାନର ସଦସ୍ୟ ଉପସ୍ଥିତ ଥିଲେ। <box>31 2162 494 2276</box>
lift-column-2: ଗର୍ଭବତୀ ମହିଳା, ବୟସ୍କ ଓ ଦିବ୍ୟାଙ୍ଗ ରୋଗୀ ସବୁଠାରୁ ଅଧିକ ଅସୁବିଧାର ସମ୍ମୁଖୀନ ହେଉଛନ୍ତି। ବେଳେବେଳେ ରୋଗୀଙ୍କ ଅବସ୍ଥା ଅଧିକ ଗୁରୁତର ହୋଇଯାଉଛି। ଲିଫ୍ଟ ମରାମତି ପାଇଁ ଶୀଘ୍ର ଟେଣ୍ଡର କରି କାମ ଆରମ୍ଭ କରାଯାଉ ବୋଲି ମଞ୍ଚ ସଦସ୍ୟମାନେ ଦାବି କରିଛନ୍ତି। ଏଥିସହ ବିକଳ୍ପ ବ୍ୟବସ୍ଥା ଭାବେ ର‌୍ୟାମ୍ପ ସୁବିଧା ଉନ୍ନତ କରିବାକୁ ମଧ୍ୟ ଦାବି ହୋଇଛି। <box>776 2211 1050 2296</box>
clean-body: ଭୋଗରାଇ ବ୍ଲକ ଅନ୍ତର୍ଗତ ପଞ୍ଚାୟତରେ ସ୍ୱଭାବ ସ୍ୱଚ୍ଛତା, ସଂସ୍କାର ସ୍ୱଚ୍ଛତା କାର୍ଯ୍ୟକ୍ରମ ପାଳନ କରାଯାଇଛି। ସ୍ୱଚ୍ଛତା ହିଁ ସେବା ଅଭିଯାନ ଅଧୀନରେ ଆୟୋଜିତ ଏହି କାର୍ଯ୍ୟକ୍ରମରେ ଗ୍ରାମର ରାସ୍ତା, ବିଦ୍ୟାଳୟ ପରିସର, ହାଟ ପଡ଼ିଆ ଓ ସାର୍ବଜନୀନ ସ୍ଥାନ ସଫା କରାଯାଇଥିଲା। ସରପଞ୍ଚ, ପଞ୍ଚାୟତ ସମିତି ସଭ୍ୟ, ୱାର୍ଡ ମେମ୍ବର, ସ୍ୱୟଂ ସହାୟକ ଗୋଷ୍ଠୀ ଓ ଯୁବ ସଂଗଠନର ସଦସ୍ୟମାନେ ଏଥିରେ ଭାଗ ନେଇଥିଲେ। ଆବର୍ଜନାକୁ ଠିକ୍ ସ୍ଥାନରେ ଫିଙ୍ଗିବା ଓ ପ୍ଲାଷ୍ଟିକ ବ୍ୟବହାର ନ କରିବା ପାଇଁ ଲୋକଙ୍କୁ ସଚେତନ କରାଯାଇଥିଲା। ସ୍ୱଚ୍ଛତା ଶପଥ ପାଠ ସହ ସଚେତନତା ରାଲି ବାହାରିଥିଲା। ବିଦ୍ୟାଳୟର ଛାତ୍ରଛାତ୍ରୀ ସ୍ୱଚ୍ଛତା ସମ୍ପର୍କିତ ପ୍ଲାକାର୍ଡ ଧରି ଗ୍ରାମ ପରିକ୍ରମା କରିଥିଲେ। ଗ୍ରାମକୁ ସଫାସୁତୁରା ରଖିବା ପାଇଁ ପ୍ରତ୍ୟେକ ପରିବାର ସହଯୋଗ କରିବାକୁ ଅତିଥିମାନେ ଆହ୍ୱାନ ଦେଇଥିଲେ। ଏହି କାର୍ଯ୍ୟକ୍ରମକୁ ସଫଳ କରିବାରେ ପଞ୍ଚାୟତ କର୍ମଚାରୀ ଓ ସ୍ୱେଚ୍ଛାସେବୀମାନେ ସହଯୋଗ କରିଥିଲେ। ପରିଶେଷରେ ସମସ୍ତଙ୍କୁ ଧନ୍ୟବାଦ ଅର୍ପଣ କରାଯାଇଥିଲା। <box>208 1619 838 1718</box>
registration-colors-right <box>965 2355 1058 2368</box>
paper-name: ସକାଳ <box>721 9 815 56</box>
hospital-office-photo-image <box>776 1938 1332 2200</box>
elderly-headline: ପଡ଼ୋଶୀଙ୍କ ସଂଘବଦ୍ଧ ଆକ୍ରମଣରେ <box>120 691 744 741</box>
accident-headline <box>27 1088 181 1166</box>
clean-headline-line-5: କାର୍ଯ୍ୟକ୍ରମ <box>46 1752 174 1782</box>
yellow-dot <box>996 2355 1007 2365</box>
elderly-column-2: ଆହତ ବୃଦ୍ଧାଙ୍କୁ ଗ୍ରାମବାସୀ ଉଦ୍ଧାର କରି ଚିକିତ୍ସାଳୟ ନେଇଥିଲେ, କିନ୍ତୁ ଡାକ୍ତର ତାଙ୍କୁ ମୃତ ଘୋଷଣା କରିଥିଲେ। ପରିବାର ଲୋକେ ଥାନାରେ ଏତଲା ଦେଇଛନ୍ତି। ପୋଲିସ ମାମଲା ରୁଜୁ କରି ତଦନ୍ତ ଆରମ୍ଭ କରିଛି। <box>243 762 428 832</box>
foundation-photo-image <box>31 1903 494 2135</box>
cyan-dot <box>494 2355 505 2365</box>
